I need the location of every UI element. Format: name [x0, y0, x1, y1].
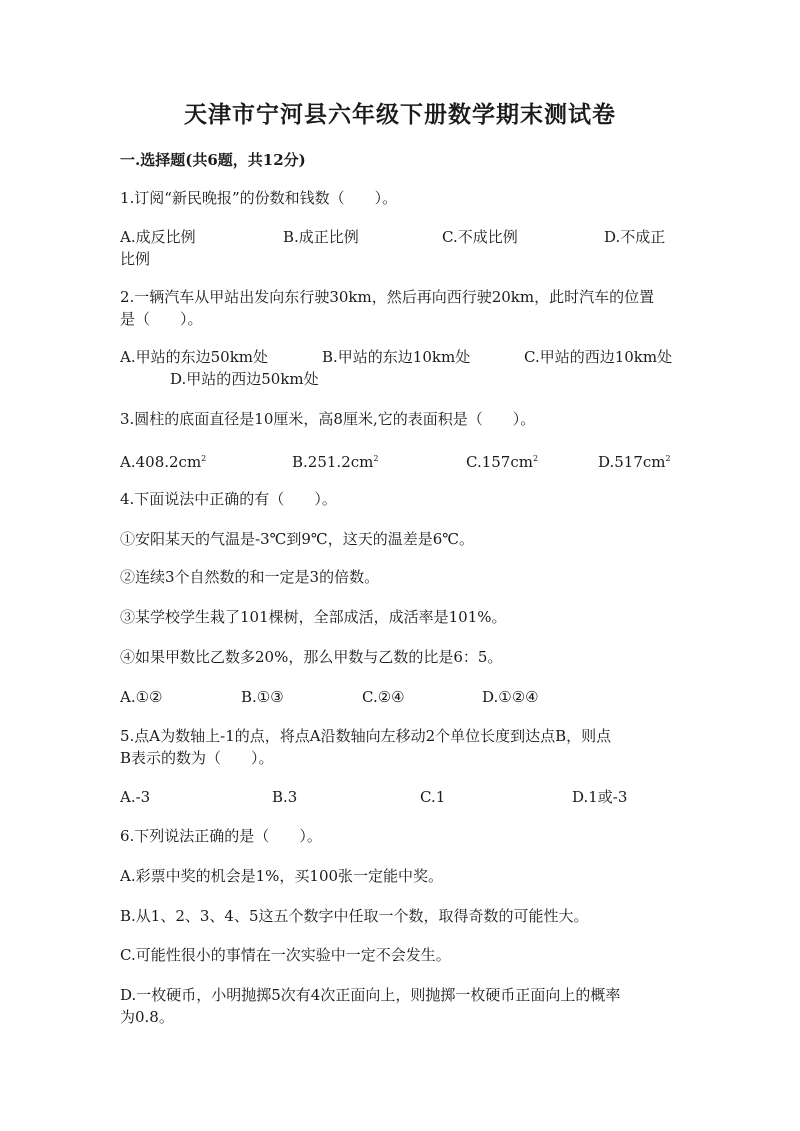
- question-3-options: [120, 448, 680, 470]
- q1-option-b: B.成正比例: [283, 228, 359, 246]
- q1-option-d-continued: 比例: [120, 250, 151, 268]
- question-1-options: [120, 226, 680, 248]
- q4-statement-4: ④如果甲数比乙数多20%，那么甲数与乙数的比是6：5。: [120, 648, 503, 666]
- section-heading: 一.选择题(共6题，共12分): [120, 151, 306, 169]
- q2-option-c: C.甲站的西边10km处: [524, 348, 673, 366]
- q1-option-c: C.不成比例: [442, 228, 518, 246]
- q4-statement-1: ①安阳某天的气温是-3℃到9℃，这天的温差是6℃。: [120, 530, 475, 548]
- question-2-stem-line-2: 是（ ）。: [120, 310, 203, 328]
- question-5-options: [120, 786, 680, 808]
- q3-option-c: $C.157cm^2$: [466, 453, 539, 471]
- q6-option-d-line-1: D.一枚硬币，小明抛掷5次有4次正面向上，则抛掷一枚硬币正面向上的概率: [120, 986, 621, 1004]
- q4-option-d: D.①②④: [482, 688, 539, 706]
- question-2-options-row-2: [120, 368, 680, 390]
- q4-statement-2: ②连续3个自然数的和一定是3的倍数。: [120, 568, 380, 586]
- q4-statement-3: ③某学校学生栽了101棵树，全部成活，成活率是101%。: [120, 608, 507, 626]
- q5-option-a: A.-3: [120, 788, 151, 806]
- q5-option-b: B.3: [272, 788, 298, 806]
- question-4-stem: 4.下面说法中正确的有（ ）。: [120, 490, 337, 508]
- q5-option-d: D.1或-3: [572, 788, 628, 806]
- q2-option-d: D.甲站的西边50km处: [170, 370, 319, 388]
- q6-option-a: A.彩票中奖的机会是1%，买100张一定能中奖。: [120, 867, 444, 885]
- question-2-stem-line-1: 2.一辆汽车从甲站出发向东行驶30km，然后再向西行驶20km，此时汽车的位置: [120, 288, 655, 306]
- q4-option-a: A.①②: [120, 688, 163, 706]
- question-5-stem-line-1: 5.点A为数轴上-1的点，将点A沿数轴向左移动2个单位长度到达点B，则点: [120, 727, 612, 745]
- q1-option-d: D.不成正: [604, 228, 666, 246]
- q3-option-a: $A.408.2cm^2$: [120, 453, 207, 471]
- q6-option-b: B.从1、2、3、4、5这五个数字中任取一个数，取得奇数的可能性大。: [120, 907, 589, 925]
- q2-option-b: B.甲站的东边10km处: [322, 348, 471, 366]
- q4-option-c: C.②④: [362, 688, 405, 706]
- question-2-options: [120, 346, 680, 368]
- q5-option-c: C.1: [420, 788, 446, 806]
- q4-option-b: B.①③: [241, 688, 284, 706]
- page-title: 天津市宁河县六年级下册数学期末测试卷: [184, 101, 616, 128]
- q2-option-a: A.甲站的东边50km处: [120, 348, 269, 366]
- q6-option-c: C.可能性很小的事情在一次实验中一定不会发生。: [120, 946, 451, 964]
- question-3-stem: 3.圆柱的底面直径是10厘米，高8厘米,它的表面积是（ ）。: [120, 410, 536, 428]
- question-5-stem-line-2: B表示的数为（ ）。: [120, 749, 274, 767]
- question-1-stem: 1.订阅“新民晚报”的份数和钱数（ ）。: [120, 189, 398, 207]
- q1-option-a: A.成反比例: [120, 228, 196, 246]
- question-4-options: [120, 686, 680, 708]
- q6-option-d-line-2: 为0.8。: [120, 1008, 174, 1026]
- q3-option-b: $B.251.2cm^2$: [292, 453, 379, 471]
- q3-option-d: $D.517cm^2$: [598, 453, 671, 471]
- question-6-stem: 6.下列说法正确的是（ ）。: [120, 827, 322, 845]
